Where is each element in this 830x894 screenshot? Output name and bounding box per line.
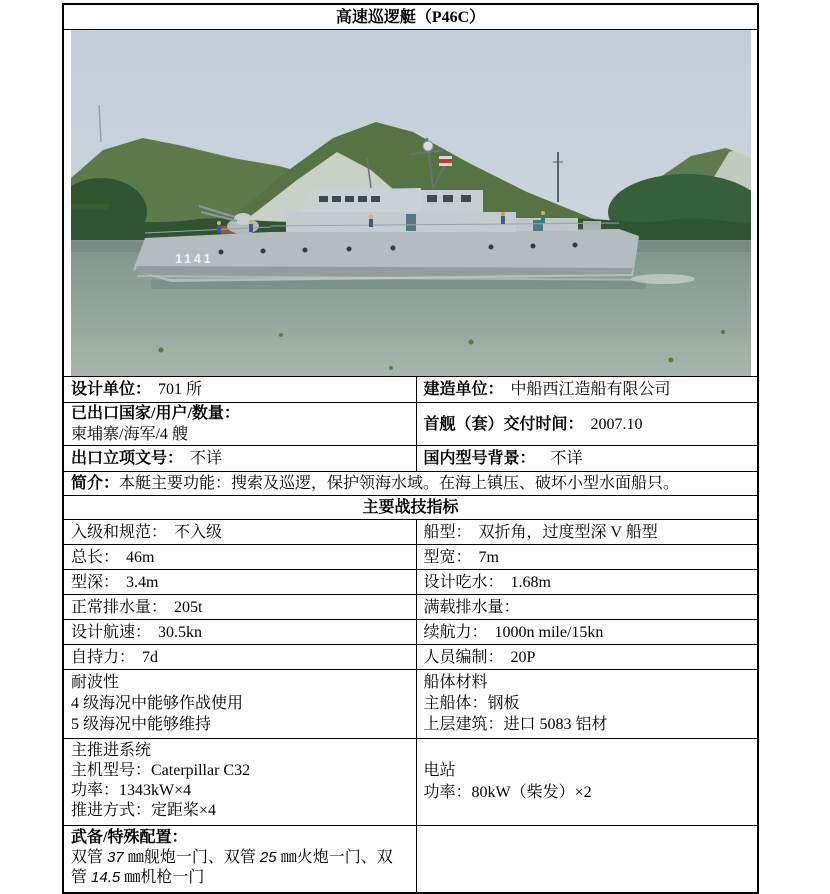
photo-row [63, 30, 758, 377]
field-full-displacement [416, 595, 758, 620]
spec-row [63, 645, 758, 670]
field-label: 国内型号背景： [423, 450, 536, 467]
text-line: 主推进系统 [71, 742, 152, 759]
text-line: 4 级海况中能够作战使用 [71, 695, 244, 712]
text-segment: 25 [259, 849, 281, 866]
ensign-flag [439, 156, 452, 166]
text-line: 5 级海况中能够维持 [71, 716, 212, 733]
row-design-build [63, 377, 758, 403]
text-line: 功率：1343kW×4 [71, 782, 192, 799]
deckhouse [286, 212, 516, 232]
text-segment: 双管 [71, 849, 108, 866]
field-label: 设计单位： [71, 381, 152, 398]
field-label: 续航力： [423, 623, 488, 641]
field-label: 设计吃水： [423, 573, 504, 591]
spec-row [63, 595, 758, 620]
field-classification [63, 520, 416, 545]
aft-shelter [516, 218, 578, 231]
field-domestic-model [416, 446, 758, 472]
field-builder [416, 377, 758, 403]
row-propulsion-power [63, 739, 758, 826]
field-label: 船型： [423, 523, 472, 541]
text-line: 推进方式：定距桨×4 [71, 802, 217, 819]
spec-row [63, 545, 758, 570]
text-segment: ㎜火炮一门、双管 [71, 849, 393, 886]
field-value: 2007.10 [590, 415, 643, 433]
field-intro [63, 472, 758, 496]
cabin-door [406, 214, 416, 231]
field-label: 简介： [71, 475, 120, 492]
spec-row [63, 570, 758, 595]
reflection [151, 280, 646, 289]
field-self-sustain [63, 645, 416, 670]
text-line: 上层建筑：进口 5083 铝材 [423, 716, 608, 733]
text-line: 耐波性 [71, 674, 120, 691]
field-value: 双折角，过度型深 V 船型 [478, 523, 658, 541]
field-label: 满载排水量： [423, 598, 520, 616]
field-value: 20P [510, 648, 536, 666]
aft-gun [583, 221, 601, 230]
text-line: 主机型号：Caterpillar C32 [71, 762, 251, 779]
text-segment: ㎜机枪一门 [124, 869, 205, 886]
field-value: 不入级 [174, 523, 223, 541]
text-line: 主船体：钢板 [423, 695, 520, 712]
empty-cell [416, 826, 758, 894]
spec-row [63, 620, 758, 645]
spec-row [63, 520, 758, 545]
field-label: 设计航速： [71, 623, 152, 641]
field-normal-displacement [63, 595, 416, 620]
field-value: 30.5kn [158, 623, 203, 641]
field-value: 1000n mile/15kn [494, 623, 604, 641]
field-value: 不详 [190, 450, 223, 467]
field-value: 205t [174, 598, 203, 616]
row-section-header [63, 496, 758, 520]
field-label: 型深： [71, 573, 120, 591]
field-first-delivery [416, 403, 758, 446]
radar-dome [423, 141, 433, 151]
field-label: 正常排水量： [71, 598, 168, 616]
field-design-unit [63, 377, 416, 403]
field-value: 7d [142, 648, 159, 666]
field-value: 701 所 [158, 381, 203, 398]
field-label: 入级和规范： [71, 523, 168, 541]
field-depth [63, 570, 416, 595]
hull-number-text: 1141 [175, 251, 214, 266]
field-label: 出口立项文号： [71, 450, 184, 467]
ship-photo [71, 30, 751, 376]
field-length [63, 545, 416, 570]
field-crew [416, 645, 758, 670]
row-project-background [63, 446, 758, 472]
row-intro [63, 472, 758, 496]
text-line: 功率：80kW（柴发）×2 [423, 784, 592, 801]
field-value: 7m [478, 548, 499, 566]
weapons-text [71, 848, 409, 888]
text-line: 船体材料 [423, 674, 488, 691]
field-design-speed [63, 620, 416, 645]
text-line: 电站 [423, 762, 456, 779]
field-label: 型宽： [423, 548, 472, 566]
field-label: 人员编制： [423, 648, 504, 666]
field-seakeeping [63, 670, 416, 739]
page-title: 高速巡逻艇（P46C） [63, 4, 758, 30]
field-value: 不详 [550, 450, 583, 467]
field-label: 建造单位： [423, 381, 504, 398]
text-segment: 14.5 [91, 869, 125, 886]
text-segment: 37 [107, 849, 128, 866]
field-label: 武备/特殊配置： [71, 829, 188, 846]
field-hull-material [416, 670, 758, 739]
field-weapons [63, 826, 416, 894]
field-label: 首舰（套）交付时间： [423, 415, 584, 433]
field-propulsion [63, 739, 416, 826]
field-export-doc [63, 446, 416, 472]
row-export-delivery [63, 403, 758, 446]
field-hull-form [416, 520, 758, 545]
section-header: 主要战技指标 [63, 496, 758, 520]
field-draft [416, 570, 758, 595]
field-value: 1.68m [510, 573, 551, 591]
title-row [63, 4, 758, 30]
row-weapons [63, 826, 758, 894]
field-value: 本艇主要功能：搜索及巡逻，保护领海水域。在海上镇压、破坏小型水面船只。 [119, 475, 680, 492]
text-segment: ㎜舰炮一门、双管 [127, 849, 260, 866]
field-beam [416, 545, 758, 570]
field-value: 46m [126, 548, 155, 566]
spec-table [62, 3, 759, 894]
row-seakeeping-material [63, 670, 758, 739]
field-power-station [416, 739, 758, 826]
field-value: 3.4m [126, 573, 159, 591]
field-value: 中船西江造船有限公司 [510, 381, 671, 398]
shore-structure [71, 204, 109, 210]
ship-photo-cell [63, 30, 758, 377]
field-value: 柬埔寨/海军/4 艘 [71, 426, 188, 443]
field-label: 自持力： [71, 648, 136, 666]
field-export-users [63, 403, 416, 446]
field-endurance [416, 620, 758, 645]
field-label: 已出口国家/用户/数量： [71, 405, 240, 422]
field-label: 总长： [71, 548, 120, 566]
